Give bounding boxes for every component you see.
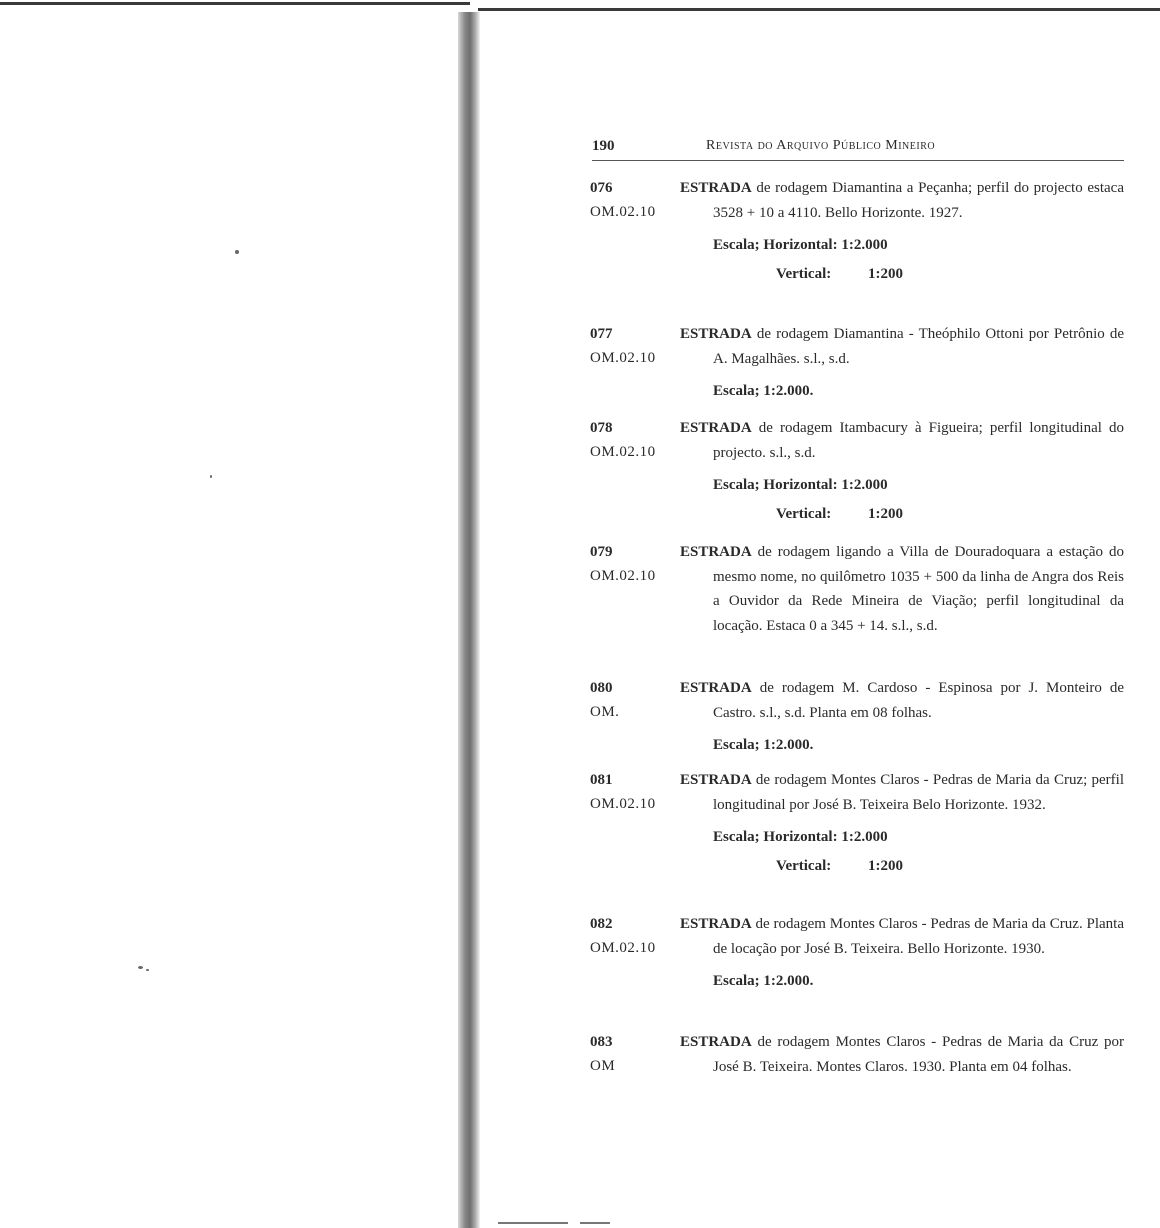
entry-text: de rodagem Montes Claros - Pedras de Maria da Cruz. Planta de locação por José B. Teixeira. Bello Horizonte. 1930. (713, 916, 1124, 957)
scale-value: 1:2.000 (841, 829, 888, 845)
scale-label: Escala; Horizontal: (713, 829, 838, 845)
entry-title: ESTRADA (680, 326, 752, 342)
scale-value: 1:2.000. (763, 737, 814, 753)
entry-description (680, 540, 1124, 638)
vertical-label: Vertical: (776, 857, 832, 874)
entry-text: de rodagem Diamantina - Theóphilo Ottoni por Petrônio de A. Magalhães. s.l., s.d. (713, 326, 1125, 367)
entry-scale (713, 825, 1124, 850)
entry-vertical-scale (776, 502, 1124, 527)
scale-value: 1:2.000 (841, 237, 888, 253)
entry-body (680, 322, 1124, 404)
entry-vertical-scale (776, 854, 1124, 879)
entry-code: OM (590, 1058, 616, 1074)
entry-scale (713, 473, 1124, 498)
entry-text: de rodagem M. Cardoso - Espinosa por J. Monteiro de Castro. s.l., s.d. Planta em 08 folhas. (713, 680, 1125, 721)
entry-scale (713, 969, 1124, 994)
entry-body (680, 1030, 1124, 1079)
entry-vertical-scale (776, 262, 1124, 287)
entry-code: OM.02.10 (590, 796, 656, 812)
scale-value: 1:2.000 (841, 477, 888, 493)
entry-code: OM. (590, 704, 620, 720)
entry-text: de rodagem Itambacury à Figueira; perfil longitudinal do projecto. s.l., s.d. (713, 420, 1124, 461)
entry-body (680, 768, 1124, 878)
entry-code: OM.02.10 (590, 444, 656, 460)
scale-value: 1:2.000. (763, 383, 814, 399)
scale-value: 1:2.000. (763, 973, 814, 989)
entry-code: OM.02.10 (590, 204, 656, 220)
scale-label: Escala; (713, 383, 760, 399)
entry-text: de rodagem Montes Claros - Pedras de Maria da Cruz por José B. Teixeira. Montes Claros. 1930. Planta em 04 folhas. (713, 1034, 1124, 1075)
bottom-page-edge (580, 1222, 610, 1224)
scale-label: Escala; (713, 737, 760, 753)
paper-speck (235, 250, 239, 254)
entry-number: 077 (590, 326, 613, 342)
entry-title: ESTRADA (680, 420, 752, 436)
left-page-edge-line (0, 2, 470, 5)
entry-body (680, 176, 1124, 286)
entry-body (680, 912, 1124, 994)
vertical-value: 1:200 (868, 265, 903, 282)
entry-scale (713, 233, 1124, 258)
vertical-label: Vertical: (776, 505, 832, 522)
entry-description (680, 176, 1124, 225)
entry-description (680, 322, 1124, 371)
running-header (592, 136, 1124, 161)
entry-scale (713, 733, 1124, 758)
vertical-label: Vertical: (776, 265, 832, 282)
running-title: Revista do Arquivo Público Mineiro (706, 138, 936, 153)
entry-body (680, 540, 1124, 638)
entry-body (680, 416, 1124, 526)
entry-code: OM.02.10 (590, 568, 656, 584)
scale-label: Escala; (713, 973, 760, 989)
entry-description (680, 1030, 1124, 1079)
entry-number: 083 (590, 1034, 613, 1050)
paper-speck (210, 475, 212, 478)
bottom-page-edge (498, 1222, 568, 1224)
scale-label: Escala; Horizontal: (713, 477, 838, 493)
book-gutter (458, 12, 480, 1228)
entry-code: OM.02.10 (590, 940, 656, 956)
entry-text: de rodagem ligando a Villa de Douradoquara a estação do mesmo nome, no quilômetro 1035 + 500 da linha de Angra dos Reis a Ouvidor da Rede Mineira de Viação; perfil longitudinal da locação. Estaca 0 a 345 + 14. s.l., s.d. (713, 544, 1125, 634)
entry-description (680, 768, 1124, 817)
entry-number: 081 (590, 772, 613, 788)
paper-speck (146, 969, 149, 971)
entry-title: ESTRADA (680, 680, 752, 696)
entry-title: ESTRADA (680, 544, 752, 560)
entry-description (680, 416, 1124, 465)
entry-number: 079 (590, 544, 613, 560)
top-page-edge (0, 0, 1160, 12)
page-number: 190 (592, 138, 615, 154)
entry-title: ESTRADA (680, 1034, 752, 1050)
entry-body (680, 676, 1124, 758)
entry-text: de rodagem Diamantina a Peçanha; perfil do projecto estaca 3528 + 10 a 4110. Bello Horizonte. 1927. (713, 180, 1124, 221)
entry-description (680, 676, 1124, 725)
entry-description (680, 912, 1124, 961)
right-page-edge-line (478, 8, 1160, 11)
entry-number: 080 (590, 680, 613, 696)
scale-label: Escala; Horizontal: (713, 237, 838, 253)
entry-title: ESTRADA (680, 916, 752, 932)
vertical-value: 1:200 (868, 505, 903, 522)
entry-scale (713, 379, 1124, 404)
entry-code: OM.02.10 (590, 350, 656, 366)
entry-text: de rodagem Montes Claros - Pedras de Maria da Cruz; perfil longitudinal por José B. Teixeira Belo Horizonte. 1932. (713, 772, 1124, 813)
entry-title: ESTRADA (680, 772, 752, 788)
paper-speck (138, 966, 143, 969)
entry-number: 078 (590, 420, 613, 436)
entry-number: 076 (590, 180, 613, 196)
entry-title: ESTRADA (680, 180, 752, 196)
vertical-value: 1:200 (868, 857, 903, 874)
entry-number: 082 (590, 916, 613, 932)
